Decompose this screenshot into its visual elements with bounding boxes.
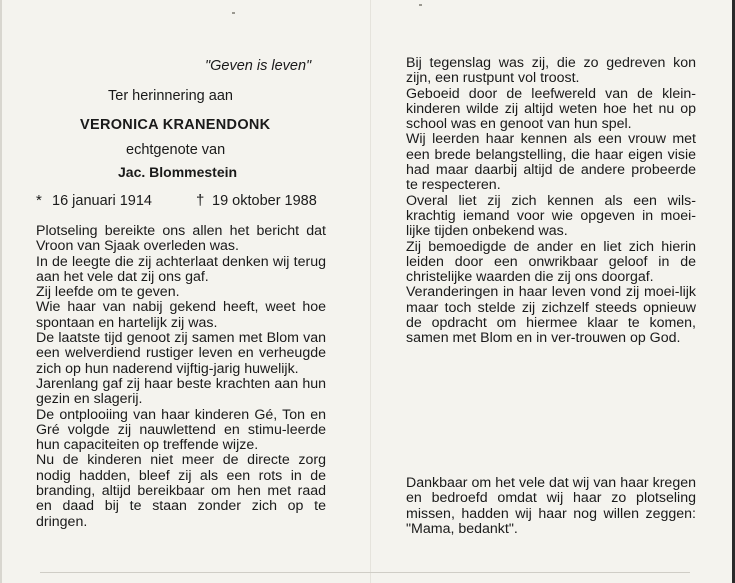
paragraph: Geboeid door de leefwereld van de klein-kinderen wilde zij altijd weten hoe het nu op school was en genoot van hun spel. [406, 85, 696, 133]
death-date-text: 19 oktober 1988 [212, 193, 317, 209]
paragraph: Wij leerden haar kennen als een vrouw met een brede belangstelling, die haar eigen visie had maar daarbij altijd de andere probeerde te respecteren. [406, 131, 696, 194]
death-cross-icon: † [196, 192, 205, 209]
paragraph: Plotseling bereikte ons allen het bericht dat Vroon van Sjaak overleden was. [36, 223, 326, 255]
paragraph: Zij leefde om te geven. [36, 284, 180, 301]
birth-star-icon: * [36, 192, 42, 209]
paragraph: Bij tegenslag was zij, die zo gedreven kon zijn, een rustpunt vol troost. [406, 55, 696, 87]
paragraph: De laatste tijd genoot zij samen met Blom van een welverdiend rustiger leven en verheugde zich op hun naderend vijftig-jarig huwelijk. [36, 330, 326, 377]
birth-date-text: 16 januari 1914 [52, 193, 152, 209]
paragraph: Nu de kinderen niet meer de directe zorg nodig hadden, bleef zij als een rots in de branding, altijd bereikbaar om hen met raad en daad bij te staan zonder zich op te dringen. [36, 452, 326, 530]
closing-paragraph: Dankbaar om het vele dat wij van haar kregen en bedroefd omdat wij haar zo plotseling missen, hadden wij haar nog willen zeggen: "Mama, bedankt". [406, 475, 696, 537]
spouse-label: echtgenote van [126, 142, 226, 158]
birth-date [36, 192, 152, 209]
spouse-name: Jac. Blommestein [118, 164, 238, 180]
motto: "Geven is leven" [205, 58, 312, 74]
paragraph: De ontplooiing van haar kinderen Gé, Ton en Gré volgde zij nauwlettend en stimu-leerde hun capaciteiten op treffende wijze. [36, 406, 326, 454]
deceased-name: VERONICA KRANENDONK [80, 117, 271, 133]
remembrance-line: Ter herinnering aan [108, 88, 233, 104]
death-date [196, 192, 317, 209]
bottom-edge-line [40, 572, 690, 573]
closing-text [406, 476, 696, 537]
paragraph: Wie haar van nabij gekend heeft, weet hoe spontaan en hartelijk zij was. [36, 299, 326, 331]
paragraph: Zij bemoedigde de ander en liet zich hierin leiden door een onwrikbaar geloof in de christelijke waarden die zij ons doorgaf. [406, 238, 696, 286]
paragraph: Jarenlang gaf zij haar beste krachten aan hun gezin en slagerij. [36, 375, 326, 408]
paragraph: Overal liet zij zich kennen als een wils-krachtig iemand voor wie opgeven in moei-lijke tijden onbekend was. [406, 192, 696, 240]
paper-speck [232, 12, 235, 14]
left-column-text [36, 224, 326, 530]
paragraph: In de leegte die zij achterlaat denken wij terug aan het vele dat zij ons gaf. [36, 253, 326, 285]
card-fold [370, 0, 371, 583]
paragraph: Veranderingen in haar leven vond zij moei-lijk maar toch stelde zij zichzelf steeds opnieuw de opdracht om hiermee klaar te komen, samen met Blom en in ver-trouwen op God. [406, 284, 696, 347]
right-column-text [406, 56, 696, 347]
paper-speck [419, 4, 422, 6]
